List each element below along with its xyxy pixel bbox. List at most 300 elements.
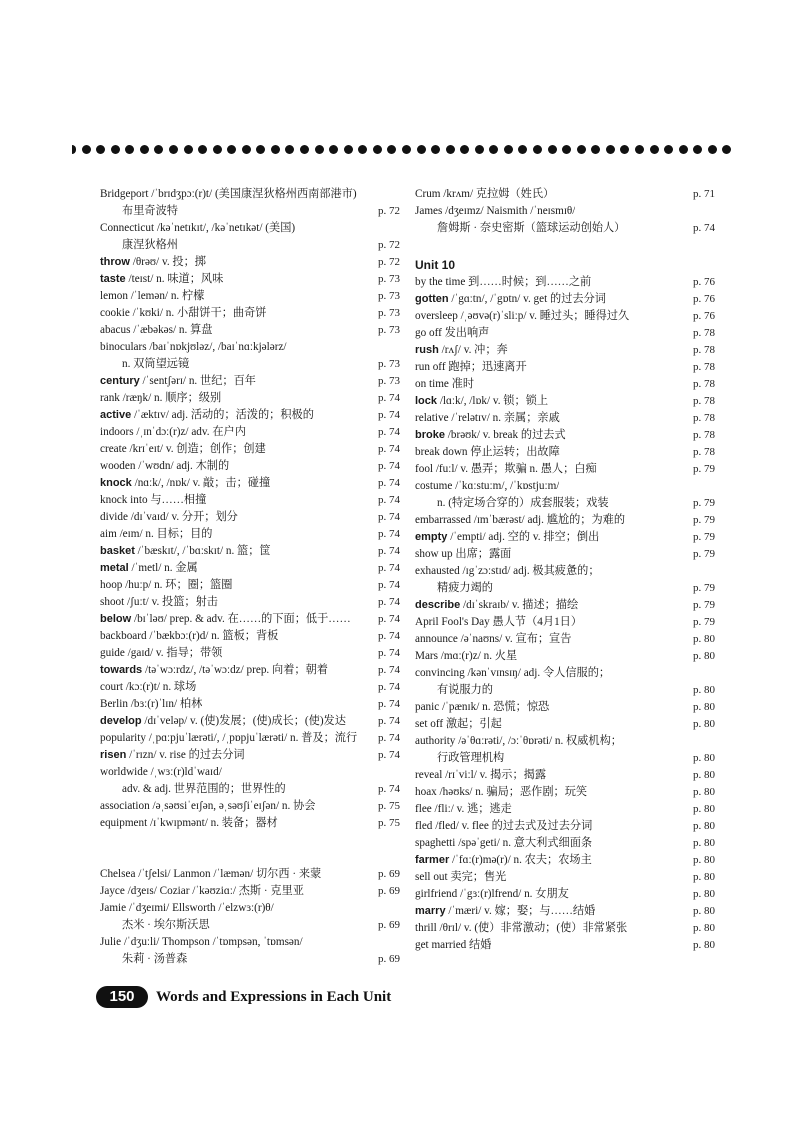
entry-headword: metal [100,562,129,574]
entry-text [415,325,489,342]
glossary-entry [100,645,400,662]
entry-text [100,356,189,373]
entry-page-ref: p. 80 [693,888,715,900]
entry-page-ref: p. 74 [378,732,400,744]
entry-text [100,373,256,390]
divider-dot [693,145,702,154]
divider-dot [169,145,178,154]
entry-page-ref: p. 80 [693,701,715,713]
glossary-entry [100,560,400,577]
entry-definition: girlfriend /ˈgɜː(r)lfrend/ n. 女朋友 [415,888,569,900]
entry-definition: authority /əˈθɑːrəti/, /ɔːˈθɒrəti/ n. 权威机构； [415,735,622,747]
entry-definition: Berlin /bɜː(r)ˈlɪn/ 柏林 [100,698,203,710]
entry-text [100,203,178,220]
entry-definition: Chelsea /ˈtʃelsi/ Lanmon /ˈlæmən/ 切尔西 · 来蒙 [100,868,322,880]
glossary-entry [415,325,715,342]
entry-text [100,254,206,271]
divider-dot [140,145,149,154]
entry-text [415,648,517,665]
entry-definition: hoop /huːp/ n. 环；圈；篮圈 [100,579,233,591]
entry-text [415,512,625,529]
glossary-entry [415,274,715,291]
entry-headword: towards [100,664,143,676]
glossary-entry [415,512,715,529]
divider-dot [344,145,353,154]
entry-page-ref: p. 80 [693,684,715,696]
entry-definition: wooden /ˈwʊdn/ adj. 木制的 [100,460,230,472]
entry-definition: 康涅狄格州 [122,239,178,251]
entry-text [100,662,328,679]
glossary-entry [415,818,715,835]
glossary-entry [100,475,400,492]
entry-definition: costume /ˈkɑːstuːm/, /ˈkɒstjuːm/ [415,480,560,492]
entry-definition: Julie /ˈdʒuːli/ Thompson /ˈtɒmpsən, ˈtɒmsən/ [100,936,303,948]
entry-headword: rush [415,344,439,356]
entry-text [100,186,357,203]
entry-definition: Jayce /dʒeɪs/ Coziar /ˈkəʊziɑː/ 杰斯 · 克里亚 [100,885,304,897]
glossary-entry [415,529,715,546]
glossary-entry [100,832,400,849]
entry-page-ref: p. 80 [693,803,715,815]
glossary-entry [100,781,400,798]
entry-text [100,220,295,237]
glossary-entry [415,750,715,767]
right-column [415,186,715,954]
divider-dot [82,145,91,154]
glossary-entry [100,611,400,628]
glossary-entry [415,444,715,461]
entry-page-ref: p. 73 [378,324,400,336]
entry-definition: spaghetti /spəˈgeti/ n. 意大利式细面条 [415,837,593,849]
glossary-entry [415,852,715,869]
entry-definition: embarrassed /ɪmˈbærəst/ adj. 尴尬的；为难的 [415,514,626,526]
entry-text [100,696,202,713]
glossary-entry [100,730,400,747]
glossary-entry [100,679,400,696]
entry-definition: abacus /ˈæbəkəs/ n. 算盘 [100,324,213,336]
entry-page-ref: p. 73 [378,358,400,370]
entry-text [415,376,474,393]
entry-definition: /lɑːk/, /lɒk/ v. 锁；锁上 [437,395,549,407]
entry-page-ref: p. 73 [378,290,400,302]
glossary-entry [100,220,400,237]
entry-page-ref: p. 74 [378,443,400,455]
entry-page-ref: p. 69 [378,919,400,931]
divider-dot [227,145,236,154]
entry-headword: knock [100,477,132,489]
glossary-entry [100,186,400,203]
entry-page-ref: p. 74 [378,562,400,574]
glossary-entry [415,546,715,563]
divider-dot [708,145,717,154]
entry-definition: /nɑːk/, /nɒk/ v. 敲；击；碰撞 [131,477,271,489]
glossary-entry [100,203,400,220]
entry-text [100,900,274,917]
entry-text [100,628,278,645]
entry-text [415,203,575,220]
entry-definition: cookie /ˈkʊki/ n. 小甜饼干；曲奇饼 [100,307,267,319]
entry-text [415,186,554,203]
divider-dot [358,145,367,154]
glossary-entry [415,563,715,580]
entry-text [100,271,223,288]
entry-definition: fool /fuːl/ v. 愚弄；欺骗 n. 愚人；白痴 [415,463,597,475]
divider-dot [679,145,688,154]
entry-definition: /teɪst/ n. 味道；风味 [125,273,224,285]
glossary-entry [100,492,400,509]
glossary-entry [100,934,400,951]
entry-page-ref: p. 69 [378,953,400,965]
divider-dot [591,145,600,154]
divider-dot [315,145,324,154]
entry-text [415,682,493,699]
glossary-entry [100,866,400,883]
entry-page-ref: p. 74 [378,477,400,489]
divider-dot [518,145,527,154]
entry-definition: sell out 卖完；售光 [415,871,507,883]
glossary-entry [100,764,400,781]
glossary-entry [100,441,400,458]
entry-text [100,951,187,968]
entry-text [415,699,549,716]
divider-dot [242,145,251,154]
entry-text [100,798,315,815]
unit-heading: Unit 10 [415,258,456,272]
glossary-entry [100,696,400,713]
entry-definition: /brəʊk/ v. break 的过去式 [444,429,566,441]
entry-text [100,492,206,509]
entry-text [415,529,599,546]
entry-definition: n. (特定场合穿的）成套服装；戏装 [437,497,609,509]
entry-page-ref: p. 80 [693,922,715,934]
glossary-entry [415,308,715,325]
entry-text [100,594,218,611]
entry-definition: Jamie /ˈdʒeɪmi/ Ellsworth /ˈelzwɜː(r)θ/ [100,902,274,914]
entry-definition: popularity /ˌpɑːpjuˈlærəti/, /ˌpɒpjuˈlærəti/ n. 普及；流行 [100,732,358,744]
entry-headword: gotten [415,293,449,305]
entry-definition: /ˈmetl/ n. 金属 [128,562,198,574]
entry-headword: describe [415,599,461,611]
entry-text [415,903,595,920]
entry-page-ref: p. 80 [693,939,715,951]
entry-page-ref: p. 78 [693,327,715,339]
glossary-entry [415,699,715,716]
divider-dot [72,145,76,154]
entry-headword: develop [100,715,142,727]
divider-dot [198,145,207,154]
glossary-entry [415,580,715,597]
divider-dot [271,145,280,154]
entry-text [415,767,546,784]
glossary-entry [415,410,715,427]
entry-definition: go off 发出响声 [415,327,490,339]
entry-page-ref: p. 74 [378,409,400,421]
entry-definition: binoculars /baɪˈnɒkjʊləz/, /baɪˈnɑːkjələrz/ [100,341,287,353]
entry-definition: shoot /ʃuːt/ v. 投篮；射击 [100,596,218,608]
entry-text [415,784,587,801]
glossary-entry [100,917,400,934]
entry-text [100,458,229,475]
entry-page-ref: p. 80 [693,820,715,832]
entry-definition: show up 出席；露面 [415,548,512,560]
glossary-entry [415,393,715,410]
entry-definition: 詹姆斯 · 奈史密斯（篮球运动创始人） [437,222,626,234]
glossary-entry [100,254,400,271]
entry-text [100,560,198,577]
entry-definition: backboard /ˈbækbɔː(r)d/ n. 篮板；背板 [100,630,279,642]
entry-definition: /bɪˈləʊ/ prep. & adv. 在……的下面；低于…… [131,613,351,625]
entry-text [415,359,527,376]
entry-definition: 行政管理机构 [437,752,505,764]
entry-text [415,461,597,478]
glossary-entry [100,509,400,526]
divider-dot [504,145,513,154]
entry-definition: 朱莉 · 汤普森 [122,953,188,965]
entry-text [415,801,512,818]
divider-dot [329,145,338,154]
entry-headword: basket [100,545,135,557]
entry-page-ref: p. 69 [378,885,400,897]
glossary-entry [415,495,715,512]
entry-page-ref: p. 74 [378,511,400,523]
divider-dot [154,145,163,154]
divider-dot [402,145,411,154]
entry-definition: knock into 与……相撞 [100,494,207,506]
glossary-entry [100,577,400,594]
entry-definition: lemon /ˈlemən/ n. 柠檬 [100,290,205,302]
entry-page-ref: p. 71 [693,188,715,200]
entry-definition: 杰米 · 埃尔斯沃思 [122,919,210,931]
entry-text [100,730,357,747]
entry-text [100,237,178,254]
entry-definition: divide /dɪˈvaɪd/ v. 分开；划分 [100,511,238,523]
entry-page-ref: p. 74 [378,579,400,591]
entry-page-ref: p. 79 [693,497,715,509]
entry-definition: Bridgeport /ˈbrɪdʒpɔː(r)t/ (美国康涅狄格州西南部港市) [100,188,357,200]
entry-definition: oversleep /ˌəʊvə(r)ˈsliːp/ v. 睡过头；睡得过久 [415,310,630,322]
entry-definition: adv. & adj. 世界范围的；世界性的 [122,783,286,795]
entry-definition: by the time 到……时候；到……之前 [415,276,592,288]
entry-definition: April Fool's Day 愚人节（4月1日） [415,616,583,628]
entry-page-ref: p. 80 [693,786,715,798]
entry-page-ref: p. 76 [693,276,715,288]
divider-dot [489,145,498,154]
entry-page-ref: p. 78 [693,378,715,390]
entry-definition: /ˈempti/ adj. 空的 v. 排空；倒出 [447,531,600,543]
entry-definition: /dɪˈskraɪb/ v. 描述；描绘 [460,599,579,611]
entry-page-ref: p. 80 [693,871,715,883]
entry-definition: relative /ˈrelətɪv/ n. 亲属；亲戚 [415,412,560,424]
entry-text [415,920,627,937]
divider-dot [125,145,134,154]
entry-definition: convincing /kənˈvɪnsɪŋ/ adj. 令人信服的； [415,667,611,679]
entry-page-ref: p. 79 [693,463,715,475]
entry-text [415,308,629,325]
entry-definition: guide /gaɪd/ v. 指导；带领 [100,647,223,659]
entry-text [100,288,204,305]
entry-definition: Connecticut /kəˈnetɪkɪt/, /kəˈnetɪkət/ (美国) [100,222,296,234]
glossary-entry [100,815,400,832]
entry-page-ref: p. 72 [378,205,400,217]
glossary-entry [415,767,715,784]
entry-text [100,509,238,526]
glossary-entry [415,869,715,886]
divider-dot [722,145,731,154]
entry-page-ref: p. 79 [693,616,715,628]
entry-definition: /ˈfɑː(r)mə(r)/ n. 农夫；农场主 [449,854,592,866]
glossary-entry [100,798,400,815]
glossary-entry [415,648,715,665]
entry-page-ref: p. 80 [693,837,715,849]
entry-definition: on time 准时 [415,378,475,390]
entry-text [415,444,560,461]
entry-page-ref: p. 79 [693,599,715,611]
glossary-entry [100,628,400,645]
entry-definition: 精疲力竭的 [437,582,493,594]
entry-page-ref: p. 74 [378,613,400,625]
entry-text [415,852,592,869]
entry-text [100,543,271,560]
entry-definition: indoors /ˌɪnˈdɔː(r)z/ adv. 在户内 [100,426,246,438]
divider-dot [431,145,440,154]
entry-text [100,441,266,458]
entry-page-ref: p. 78 [693,361,715,373]
entry-text [100,713,346,730]
glossary-entry [415,631,715,648]
divider-dot [533,145,542,154]
divider-dot [96,145,105,154]
entry-text [100,917,210,934]
glossary-entry [415,903,715,920]
glossary-entry [415,614,715,631]
glossary-entry [100,713,400,730]
entry-text [100,679,196,696]
entry-text [100,407,314,424]
divider-dot [620,145,629,154]
entry-page-ref: p. 80 [693,633,715,645]
entry-text [415,665,610,682]
glossary-entry [100,305,400,322]
entry-page-ref: p. 72 [378,239,400,251]
divider-dot [213,145,222,154]
entry-page-ref: p. 74 [378,528,400,540]
entry-headword: farmer [415,854,450,866]
entry-text [415,937,491,954]
divider-dot [111,145,120,154]
glossary-entry [100,951,400,968]
divider-dot [285,145,294,154]
entry-definition: court /kɔː(r)t/ n. 球场 [100,681,197,693]
entry-page-ref: p. 75 [378,817,400,829]
entry-definition: break down 停止运转；出故障 [415,446,560,458]
divider-dot [635,145,644,154]
entry-page-ref: p. 78 [693,395,715,407]
glossary-entry [415,478,715,495]
entry-definition: 布里奇波特 [122,205,178,217]
entry-definition: association /əˌsəʊsiˈeɪʃən, əˌsəʊʃiˈeɪʃən/ n. 协会 [100,800,316,812]
divider-dot [650,145,659,154]
entry-page-ref: p. 79 [693,531,715,543]
glossary-entry [415,937,715,954]
entry-page-ref: p. 80 [693,769,715,781]
entry-headword: active [100,409,132,421]
entry-text [415,750,504,767]
entry-page-ref: p. 80 [693,854,715,866]
entry-text [100,611,351,628]
entry-definition: n. 双筒望远镜 [122,358,190,370]
divider-dot [417,145,426,154]
glossary-entry [415,784,715,801]
entry-page-ref: p. 76 [693,310,715,322]
entry-text [100,781,286,798]
glossary-entry [415,342,715,359]
entry-headword: century [100,375,140,387]
entry-text [100,934,303,951]
entry-text [415,716,502,733]
entry-text [415,563,600,580]
entry-definition: James /dʒeɪmz/ Naismith /ˈneɪsmɪθ/ [415,205,576,217]
divider-dot [256,145,265,154]
entry-page-ref: p. 74 [378,596,400,608]
entry-definition: aim /eɪm/ n. 目标；目的 [100,528,213,540]
entry-text [415,427,566,444]
glossary-entry [100,288,400,305]
entry-text [415,597,578,614]
glossary-entry [100,458,400,475]
entry-text [415,220,625,237]
glossary-entry [415,186,715,203]
divider-dot [664,145,673,154]
glossary-entry [100,373,400,390]
glossary-entry [100,237,400,254]
entry-page-ref: p. 74 [378,749,400,761]
entry-headword: broke [415,429,445,441]
entry-page-ref: p. 74 [378,664,400,676]
entry-text [100,526,213,543]
entry-headword: marry [415,905,446,917]
glossary-entry [415,427,715,444]
glossary-entry [100,543,400,560]
entry-headword: empty [415,531,448,543]
entry-text [415,478,559,495]
entry-page-ref: p. 74 [378,545,400,557]
entry-text [100,866,321,883]
entry-definition: announce /əˈnaʊns/ v. 宣布；宣告 [415,633,572,645]
entry-text [100,764,222,781]
entry-page-ref: p. 78 [693,344,715,356]
entry-page-ref: p. 74 [378,698,400,710]
entry-text [100,339,287,356]
entry-definition: /təˈwɔːrdz/, /təˈwɔːdz/ prep. 向着；朝着 [142,664,328,676]
entry-page-ref: p. 78 [693,446,715,458]
divider-dot [184,145,193,154]
glossary-entry [415,716,715,733]
entry-definition: thrill /θrɪl/ v. (使）非常激动；(使）非常紧张 [415,922,628,934]
page-number-badge: 150 [96,986,148,1008]
entry-definition: Crum /krʌm/ 克拉姆（姓氏） [415,188,555,200]
entry-page-ref: p. 74 [378,715,400,727]
dotted-divider [72,142,732,156]
glossary-entry [100,271,400,288]
entry-page-ref: p. 72 [378,256,400,268]
glossary-entry [415,376,715,393]
entry-headword: lock [415,395,438,407]
glossary-entry [100,356,400,373]
divider-dot [577,145,586,154]
divider-dot [475,145,484,154]
entry-text [415,546,511,563]
glossary-entry [100,390,400,407]
